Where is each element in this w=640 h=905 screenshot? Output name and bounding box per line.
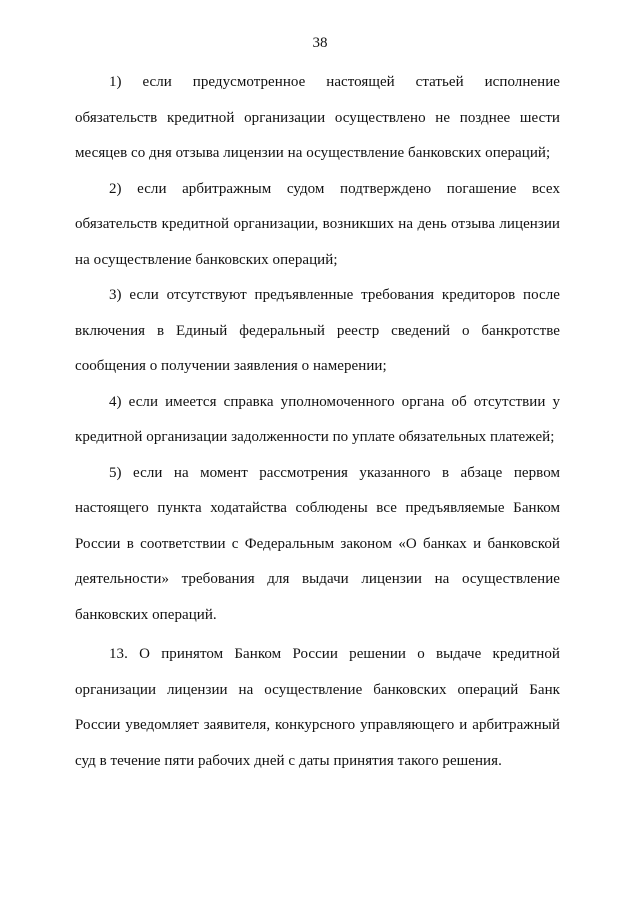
list-item-4: 4) если имеется справка уполномоченного органа об отсутствии у кредитной организации задолженности по уплате обязательных платежей; bbox=[75, 393, 560, 445]
list-item-1: 1) если предусмотренное настоящей статьей исполнение обязательств кредитной организации осуществлено не позднее шести месяцев со дня отзыва лицензии на осуществление банковских операций; bbox=[75, 74, 560, 161]
document-body bbox=[75, 65, 560, 779]
list-item-2: 2) если арбитражным судом подтверждено погашение всех обязательств кредитной организации, возникших на день отзыва лицензии на осуществление банковских операций; bbox=[75, 180, 560, 268]
page-number: 38 bbox=[312, 35, 328, 51]
section-13-paragraph: 13. О принятом Банком России решении о выдаче кредитной организации лицензии на осуществление банковских операций Банк России уведомляет заявителя, конкурсного управляющего и арбитражный суд в течение пяти рабочих дней с даты принятия такого решения. bbox=[75, 646, 560, 769]
list-item-5: 5) если на момент рассмотрения указанного в абзаце первом настоящего пункта ходатайства соблюдены все предъявляемые Банком России в соответствии с Федеральным законом «О банках и банковской деятельности» требования для выдачи лицензии на осуществление банковских операций. bbox=[75, 464, 560, 623]
list-item-3: 3) если отсутствуют предъявленные требования кредиторов после включения в Единый федеральный реестр сведений о банкротстве сообщения о получении заявления о намерении; bbox=[75, 287, 560, 374]
